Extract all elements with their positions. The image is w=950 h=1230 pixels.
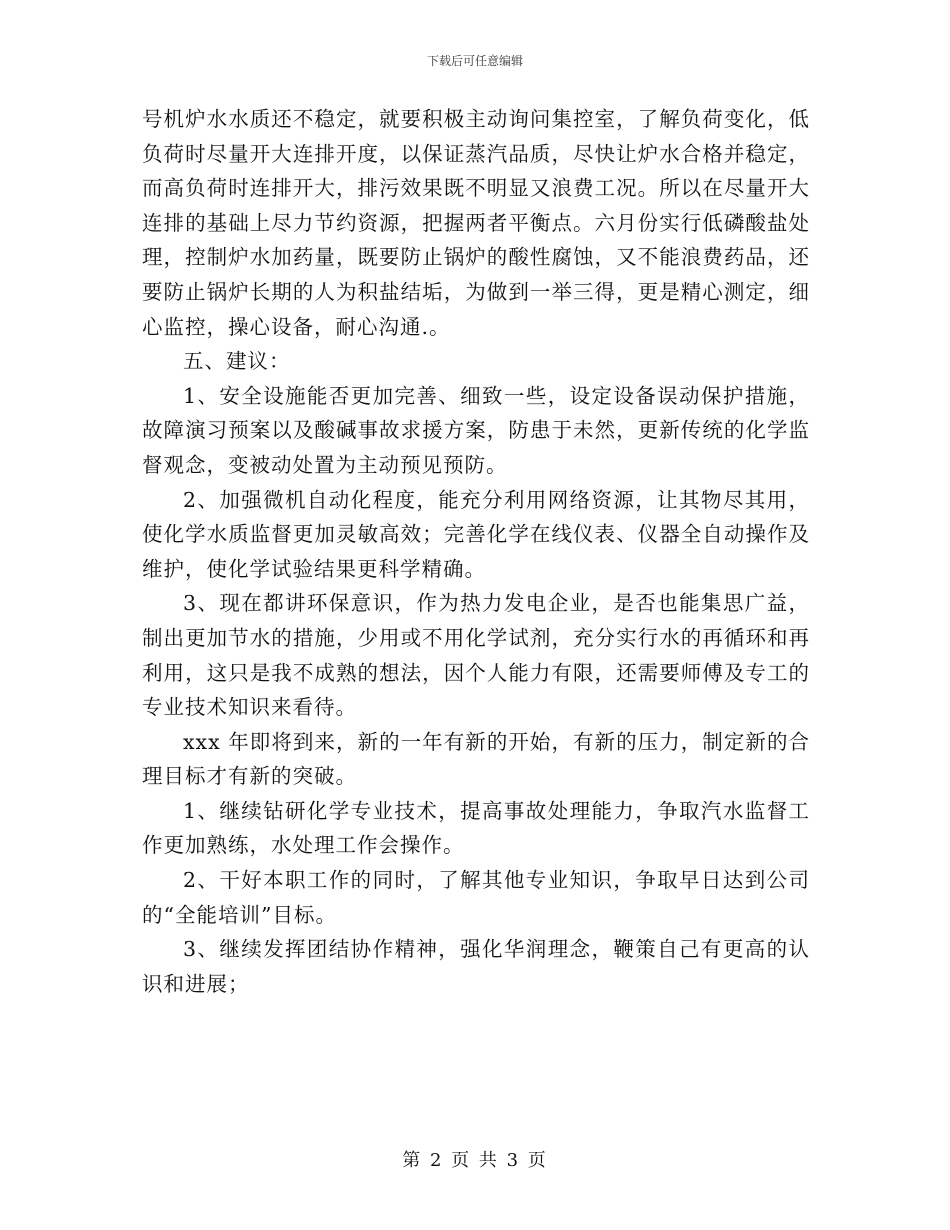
paragraph-2: 1、安全设施能否更加完善、细致一些，设定设备误动保护措施，故障演习预案以及酸碱事故求援方案，防患于未然，更新传统的化学监督观念，变被动处置为主动预见预防。 (142, 383, 810, 477)
paragraph-4: 3、现在都讲环保意识，作为热力发电企业，是否也能集思广益，制出更加节水的措施，少用或不用化学试剂，充分实行水的再循环和再利用，这只是我不成熟的想法，因个人能力有限，还需要师傅及专工的专业技术知识来看待。 (142, 591, 810, 720)
paragraph-8: 3、继续发挥团结协作精神，强化华润理念，鞭策自己有更高的认识和进展； (142, 937, 810, 996)
page-number: 第 2 页 共 3 页 (402, 1150, 548, 1171)
page-header-note: 下载后可任意编辑 (426, 54, 523, 68)
paragraph-5: xxx 年即将到来，新的一年有新的开始，有新的压力，制定新的合理目标才有新的突破。 (142, 729, 810, 789)
paragraph-0: 号机炉水水质还不稳定，就要积极主动询问集控室，了解负荷变化，低负荷时尽量开大连排开度，以保证蒸汽品质，尽快让炉水合格并稳定，而高负荷时连排开大，排污效果既不明显又浪费工况。所以在尽量开大连排的基础上尽力节约资源，把握两者平衡点。六月份实行低磷酸盐处理，控制炉水加药量，既要防止锅炉的酸性腐蚀，又不能浪费药品，还要防止锅炉长期的人为积盐结垢，为做到一举三得，更是精心测定，细心监控，操心设备，耐心沟通.。 (142, 107, 810, 339)
document-body (142, 102, 810, 1001)
paragraph-7: 2、干好本职工作的同时，了解其他专业知识，争取早日达到公司的“全能培训”目标。 (142, 868, 810, 927)
paragraph-6: 1、继续钻研化学专业技术，提高事故处理能力，争取汽水监督工作更加熟练，水处理工作会操作。 (142, 798, 810, 858)
section-heading-suggestions: 五、建议： (183, 349, 291, 374)
paragraph-3: 2、加强微机自动化程度，能充分利用网络资源，让其物尽其用，使化学水质监督更加灵敏高效；完善化学在线仪表、仪器全自动操作及维护，使化学试验结果更科学精确。 (142, 487, 810, 581)
